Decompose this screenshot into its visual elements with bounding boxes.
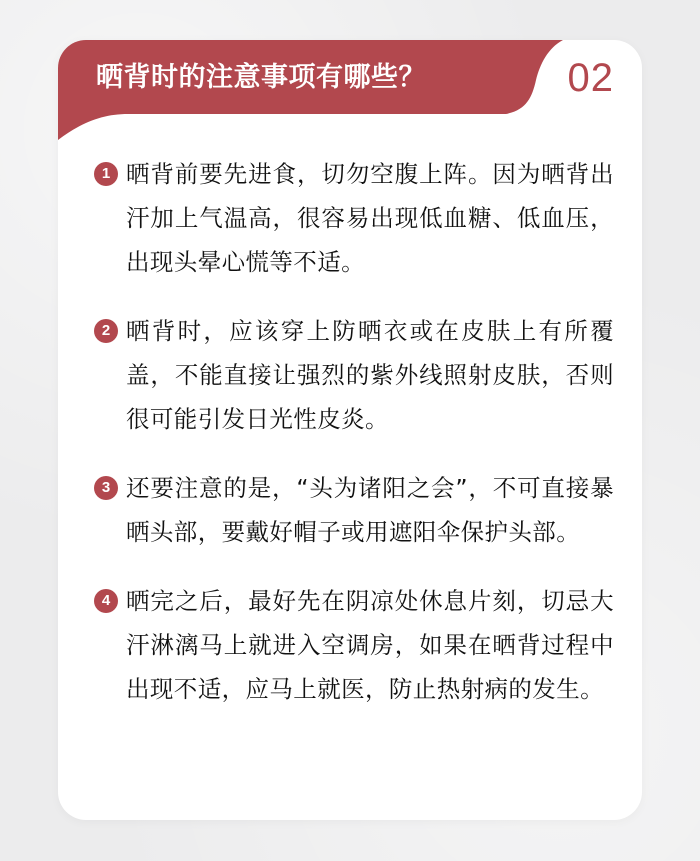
card-header [58, 40, 642, 140]
list-item [94, 152, 614, 284]
item-number-badge: 1 [94, 162, 118, 186]
content-card [58, 40, 642, 820]
item-text: 晒背时，应该穿上防晒衣或在皮肤上有所覆盖，不能直接让强烈的紫外线照射皮肤，否则很可能引发日光性皮炎。 [126, 317, 614, 433]
item-number-badge: 3 [94, 476, 118, 500]
item-text: 晒背前要先进食，切勿空腹上阵。因为晒背出汗加上气温高，很容易出现低血糖、低血压，出现头晕心慌等不适。 [126, 160, 614, 276]
page-title: 晒背时的注意事项有哪些？ [96, 62, 426, 93]
list-item [94, 579, 614, 711]
list-item [94, 466, 614, 554]
tips-list [94, 152, 614, 736]
list-item [94, 309, 614, 441]
item-number-badge: 2 [94, 319, 118, 343]
item-number-badge: 4 [94, 589, 118, 613]
item-text: 还要注意的是，“头为诸阳之会”，不可直接暴晒头部，要戴好帽子或用遮阳伞保护头部。 [126, 474, 614, 546]
item-text: 晒完之后，最好先在阴凉处休息片刻，切忌大汗淋漓马上就进入空调房，如果在晒背过程中出现不适，应马上就医，防止热射病的发生。 [126, 587, 614, 703]
section-number: 02 [567, 56, 614, 100]
